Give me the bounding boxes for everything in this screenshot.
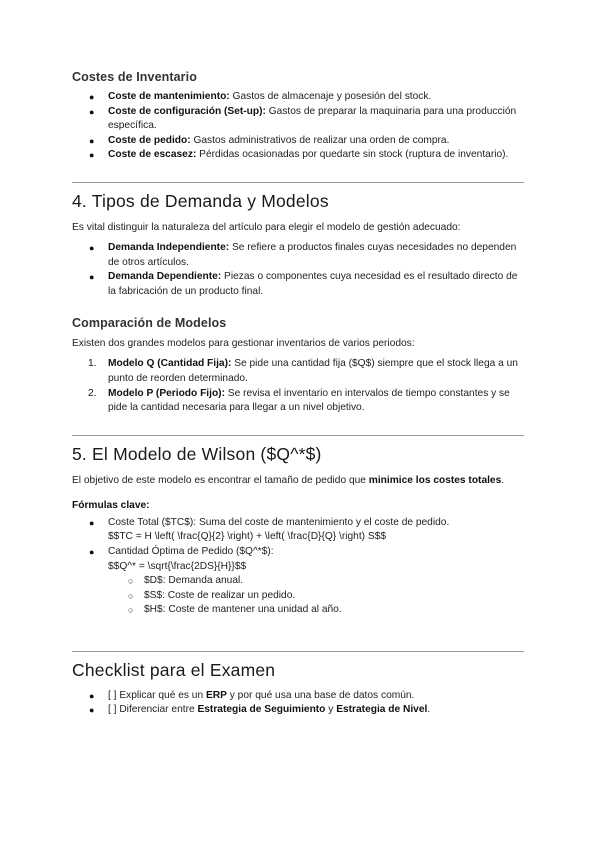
section-4-intro: Es vital distinguir la naturaleza del artículo para elegir el modelo de gestión adecuado: xyxy=(72,221,461,233)
list-item xyxy=(72,357,528,386)
circle-bullet-icon: ○ xyxy=(128,576,134,587)
formula-text: $$TC = H \left( \frac{Q}{2} \right) + \left( \frac{D}{Q} \right) S$$ xyxy=(108,531,387,543)
divider xyxy=(72,182,524,183)
bullet-icon: ● xyxy=(89,517,95,528)
item-text: Se refiere a productos finales cuyas necesidades no dependen de otros artículos. xyxy=(108,241,517,268)
list-number: 2. xyxy=(88,387,97,399)
bullet-icon: ● xyxy=(89,106,95,117)
circle-bullet-icon: ○ xyxy=(128,605,134,616)
divider xyxy=(72,651,524,652)
list-item xyxy=(72,387,528,416)
item-term: Coste de mantenimiento: xyxy=(108,91,230,102)
item-term: Demanda Dependiente: xyxy=(108,271,222,283)
item-text: Gastos administrativos de realizar una orden de compra. xyxy=(190,134,450,146)
formula-label: Cantidad Óptima de Pedido ($Q^*$): xyxy=(108,545,274,557)
item-term: Modelo P (Periodo Fijo): xyxy=(108,387,225,399)
variable-text: $D$: Demanda anual. xyxy=(144,575,244,587)
costes-heading: Costes de Inventario xyxy=(72,70,197,84)
section-5-heading: 5. El Modelo de Wilson ($Q^*$) xyxy=(72,443,322,464)
checklist-item: ● [ ] Explicar qué es un ERP y por qué usa una base de datos común. xyxy=(72,689,528,704)
list-item xyxy=(72,90,528,105)
checklist-item: ● [ ] Diferenciar entre Estrategia de Seguimiento y Estrategia de Nivel. xyxy=(72,703,528,718)
list-item xyxy=(72,603,528,618)
bullet-icon: ● xyxy=(89,705,95,716)
item-text: Se revisa el inventario en intervalos de tiempo constantes y se pide la cantidad necesaria para llegar a un nivel objetivo. xyxy=(108,387,510,414)
divider xyxy=(72,435,524,436)
document-content xyxy=(72,70,528,718)
variables-list xyxy=(72,574,528,618)
checklist-heading: Checklist para el Examen xyxy=(72,659,276,680)
circle-bullet-icon: ○ xyxy=(128,590,134,601)
item-term: Coste de pedido: xyxy=(108,134,191,146)
item-term: Modelo Q (Cantidad Fija): xyxy=(108,358,232,370)
formulas-heading: Fórmulas clave: xyxy=(72,499,150,511)
list-item xyxy=(72,134,528,149)
list-item xyxy=(72,270,528,299)
bullet-icon: ● xyxy=(89,242,95,253)
list-item xyxy=(72,574,528,589)
bullet-icon: ● xyxy=(89,272,95,283)
item-text: Se pide una cantidad fija ($Q$) siempre que el stock llega a un punto de reorden determinado. xyxy=(108,358,518,384)
comparison-heading: Comparación de Modelos xyxy=(72,316,227,331)
checklist-list xyxy=(72,689,528,718)
section-4-heading: 4. Tipos de Demanda y Modelos xyxy=(72,190,329,211)
list-item xyxy=(72,105,528,134)
models-list xyxy=(72,357,528,415)
demand-list xyxy=(72,241,528,299)
list-item xyxy=(72,589,528,604)
list-item xyxy=(72,241,528,270)
formula-text: $$Q^* = \sqrt{\frac{2DS}{H}}$$ xyxy=(108,560,247,572)
bullet-icon: ● xyxy=(89,546,95,557)
list-number: 1. xyxy=(88,358,97,370)
section-5-intro: El objetivo de este modelo es encontrar el tamaño de pedido que minimice los costes totales. xyxy=(72,474,505,486)
variable-text: $S$: Coste de realizar un pedido. xyxy=(144,589,296,601)
costes-list xyxy=(72,90,528,163)
bullet-icon: ● xyxy=(89,150,95,161)
bullet-icon: ● xyxy=(89,135,95,146)
item-text: Gastos de preparar la maquinaria para una producción específica. xyxy=(108,105,517,132)
list-item xyxy=(72,545,528,574)
item-text: Pérdidas ocasionadas por quedarte sin stock (ruptura de inventario). xyxy=(196,149,509,161)
item-term: Coste de escasez: xyxy=(108,149,197,161)
item-text: Piezas o componentes cuya necesidad es el resultado directo de la fabricación de un producto final. xyxy=(108,271,518,297)
item-text: Gastos de almacenaje y posesión del stock. xyxy=(229,91,432,102)
list-item xyxy=(72,516,528,545)
list-item xyxy=(72,148,528,163)
bullet-icon: ● xyxy=(89,690,95,701)
bullet-icon: ● xyxy=(89,92,95,102)
variable-text: $H$: Coste de mantener una unidad al año. xyxy=(144,604,342,616)
comparison-intro: Existen dos grandes modelos para gestionar inventarios de varios periodos: xyxy=(72,338,415,350)
formula-label: Coste Total ($TC$): Suma del coste de mantenimiento y el coste de pedido. xyxy=(108,516,450,528)
item-term: Coste de configuración (Set-up): xyxy=(108,105,266,117)
formulas-list xyxy=(72,516,528,574)
item-term: Demanda Independiente: xyxy=(108,241,230,253)
